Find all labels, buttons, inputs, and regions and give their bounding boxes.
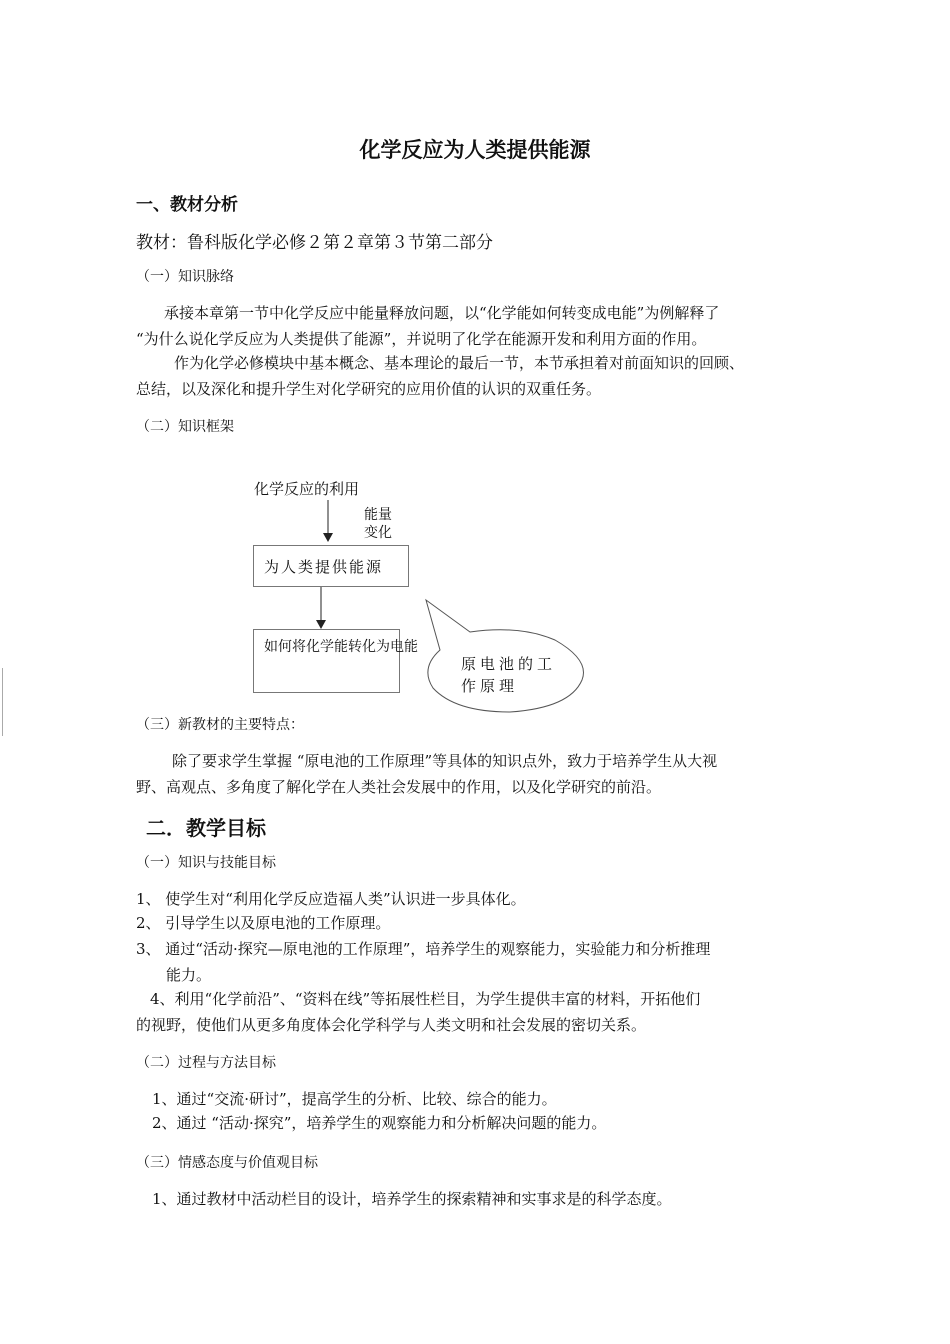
process-item-1: 1、通过“交流·研讨”，提高学生的分析、比较、综合的能力。 <box>152 1090 557 1108</box>
section1-heading: 一、教材分析 <box>136 195 238 215</box>
box-convert-energy <box>253 629 418 693</box>
sub-heading-knowledge-skills: （一）知识与技能目标 <box>136 855 276 871</box>
goal-item-2: 2、 引导学生以及原电池的工作原理。 <box>136 914 391 932</box>
paragraph-2-line-2: 总结，以及深化和提升学生对化学研究的应用价值的认识的双重任务。 <box>136 380 602 398</box>
diagram-top-label: 化学反应的利用 <box>254 480 360 498</box>
section2-heading: 二．教学目标 <box>146 816 266 840</box>
energy-label-1: 能量 <box>364 507 392 523</box>
arrow-down-icon <box>323 533 333 542</box>
arrow-down-icon-2 <box>316 620 326 629</box>
goal-item-4-line-2: 的视野，使他们从更多角度体会化学科学与人类文明和社会发展的密切关系。 <box>136 1016 647 1034</box>
box-convert-energy-label: 如何将化学能转化为电能 <box>264 639 418 655</box>
page-title: 化学反应为人类提供能源 <box>359 138 591 162</box>
textbook-line: 教材：鲁科版化学必修２第２章第３节第二部分 <box>136 233 493 253</box>
bubble-text-2: 作原理 <box>461 677 519 695</box>
paragraph-1-line-2: “为什么说化学反应为人类提供了能源”，并说明了化学在能源开发和利用方面的作用。 <box>136 330 707 348</box>
attitude-item-1: 1、通过教材中活动栏目的设计，培养学生的探索精神和实事求是的科学态度。 <box>152 1190 672 1208</box>
paragraph-3-line-2: 野、高观点、多角度了解化学在人类社会发展中的作用，以及化学研究的前沿。 <box>136 778 662 796</box>
process-item-2: 2、通过 “活动·探究”，培养学生的观察能力和分析解决问题的能力。 <box>152 1114 607 1132</box>
sub-heading-knowledge-framework: （二）知识框架 <box>136 419 234 435</box>
paragraph-3-line-1: 除了要求学生掌握 “原电池的工作原理”等具体的知识点外，致力于培养学生从大视 <box>172 752 718 770</box>
paragraph-1-line-1: 承接本章第一节中化学反应中能量释放问题，以“化学能如何转变成电能”为例解释了 <box>164 304 720 322</box>
goal-item-4-line-1: 4、利用“化学前沿”、“资料在线”等拓展性栏目，为学生提供丰富的材料，开拓他们 <box>150 990 701 1008</box>
sub-heading-features: （三）新教材的主要特点： <box>136 717 304 733</box>
sub-heading-knowledge-context: （一）知识脉络 <box>136 269 234 285</box>
box-provide-energy <box>253 545 409 587</box>
goal-item-1: 1、 使学生对“利用化学反应造福人类”认识进一步具体化。 <box>136 890 526 908</box>
bubble-text-1: 原电池的工 <box>461 655 557 673</box>
sub-heading-process-method: （二）过程与方法目标 <box>136 1055 276 1071</box>
box-provide-energy-label: 为人类提供能源 <box>264 558 384 576</box>
sub-heading-attitude-values: （三）情感态度与价值观目标 <box>136 1155 318 1171</box>
paragraph-2-line-1: 作为化学必修模块中基本概念、基本理论的最后一节，本节承担着对前面知识的回顾、 <box>174 354 745 372</box>
energy-label-2: 变化 <box>364 525 392 541</box>
goal-item-3: 3、 通过“活动·探究—原电池的工作原理”，培养学生的观察能力，实验能力和分析推理 <box>136 940 711 958</box>
goal-item-3-continued: 能力。 <box>166 966 212 984</box>
